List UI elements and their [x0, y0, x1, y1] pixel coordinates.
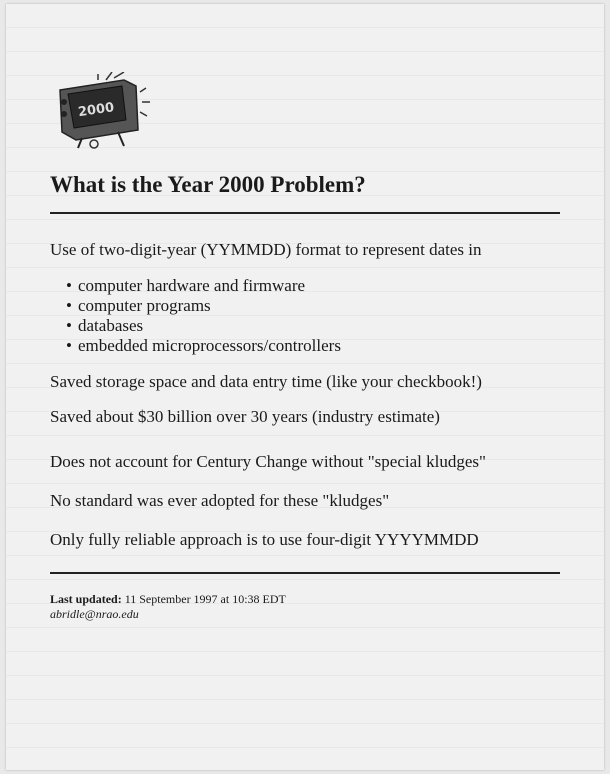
bullet-text: computer hardware and firmware — [78, 276, 306, 295]
list-item — [66, 276, 341, 296]
bullet-dot-icon: • — [66, 276, 72, 295]
last-updated-label: Last updated: — [50, 592, 122, 606]
document-page — [6, 4, 604, 770]
bullet-list — [66, 276, 341, 356]
bullet-dot-icon: • — [66, 316, 72, 335]
statement-approach: Only fully reliable approach is to use four-digit YYYYMMDD — [50, 530, 479, 549]
author-email-link[interactable]: abridle@nrao.edu — [50, 607, 139, 621]
list-item — [66, 336, 341, 356]
bullet-dot-icon: • — [66, 296, 72, 315]
last-updated-value: 11 September 1997 at 10:38 EDT — [124, 592, 286, 606]
bottom-divider — [50, 572, 560, 574]
bullet-text: databases — [78, 316, 144, 335]
statement-no-standard: No standard was ever adopted for these "kludges" — [50, 491, 390, 510]
footer — [50, 592, 286, 622]
intro-text: Use of two-digit-year (YYMMDD) format to represent dates in — [50, 240, 482, 259]
list-item — [66, 316, 341, 336]
bullet-text: embedded microprocessors/controllers — [78, 336, 341, 355]
statement-century-change: Does not account for Century Change without "special kludges" — [50, 452, 486, 471]
page-title: What is the Year 2000 Problem? — [50, 172, 366, 197]
bullet-text: computer programs — [78, 296, 211, 315]
y2k-computer-logo-icon — [54, 72, 164, 152]
statement-storage: Saved storage space and data entry time (like your checkbook!) — [50, 372, 482, 391]
logo-2000-text: 2000 — [77, 100, 116, 121]
list-item — [66, 296, 341, 316]
top-divider — [50, 212, 560, 214]
last-updated-line — [50, 592, 286, 607]
statement-savings: Saved about $30 billion over 30 years (industry estimate) — [50, 407, 440, 426]
bullet-dot-icon: • — [66, 336, 72, 355]
